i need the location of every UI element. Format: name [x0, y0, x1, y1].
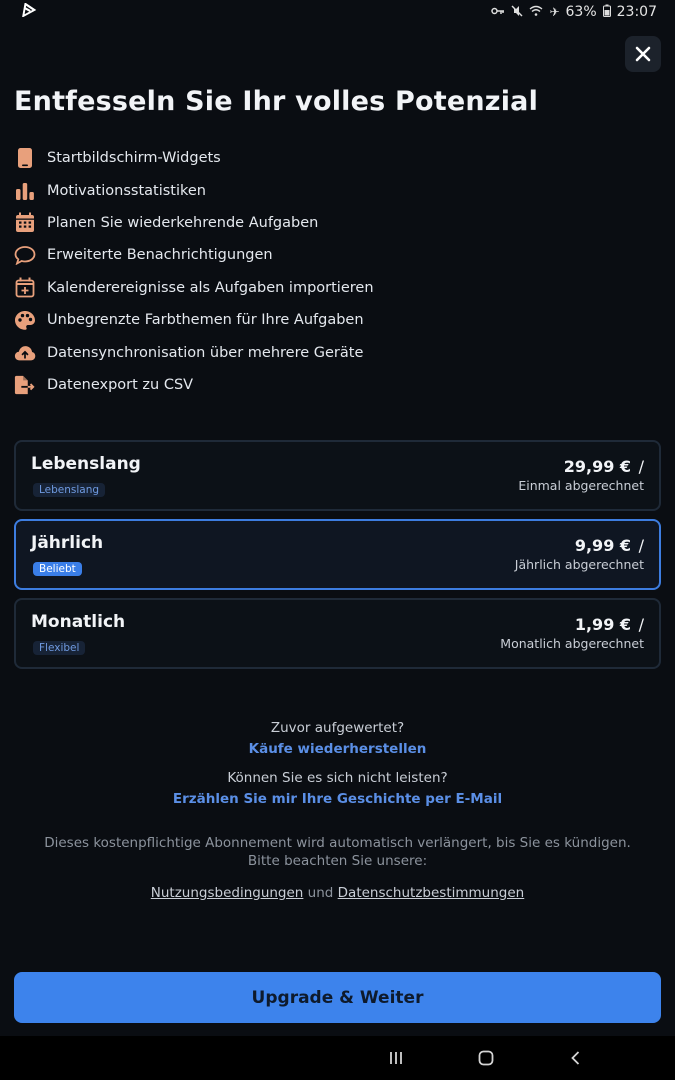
- feature-item: [14, 174, 654, 206]
- recent-apps-button[interactable]: [381, 1046, 411, 1070]
- feature-label: Unbegrenzte Farbthemen für Ihre Aufgaben: [47, 312, 364, 329]
- email-story-link[interactable]: Erzählen Sie mir Ihre Geschichte per E-Mail: [172, 791, 503, 807]
- page-title: Entfesseln Sie Ihr volles Potenzial: [14, 86, 539, 117]
- plan-billing: Einmal abgerechnet: [518, 478, 644, 493]
- feature-label: Startbildschirm-Widgets: [47, 150, 221, 167]
- restore-question: Zuvor aufgewertet?: [270, 720, 405, 736]
- and-text: und: [307, 885, 334, 901]
- feature-label: Datenexport zu CSV: [47, 376, 194, 393]
- back-icon: [568, 1050, 584, 1066]
- feature-item: [14, 304, 654, 336]
- feature-label: Datensynchronisation über mehrere Geräte: [47, 344, 364, 361]
- feature-item: [14, 142, 654, 174]
- feature-label: Motivationsstatistiken: [47, 182, 206, 199]
- recent-apps-icon: [388, 1050, 404, 1066]
- plan-option-monthly[interactable]: [14, 598, 661, 669]
- plan-billing: Monatlich abgerechnet: [500, 636, 644, 651]
- file-export-icon: [14, 373, 36, 397]
- status-bar: [0, 0, 675, 24]
- afford-row: [0, 788, 675, 807]
- terms-link[interactable]: Nutzungsbedingungen: [150, 885, 304, 901]
- feature-item: [14, 336, 654, 368]
- app-notification-icon: [20, 3, 37, 21]
- calendar-plus-icon: [14, 276, 36, 300]
- plan-badge: Flexibel: [33, 641, 85, 655]
- plan-name: Lebenslang: [31, 454, 141, 474]
- plan-billing: Jährlich abgerechnet: [514, 557, 644, 572]
- cloud-upload-icon: [14, 341, 36, 365]
- plan-name: Monatlich: [31, 612, 126, 632]
- plan-badge: Beliebt: [33, 562, 82, 576]
- upgrade-button-label: Upgrade & Weiter: [251, 987, 424, 1008]
- mute-icon: [511, 5, 523, 20]
- feature-item: [14, 369, 654, 401]
- plan-name: Jährlich: [31, 533, 104, 553]
- privacy-link[interactable]: Datenschutzbestimmungen: [337, 885, 525, 901]
- palette-icon: [14, 308, 36, 332]
- airplane-icon: ✈: [549, 5, 560, 19]
- plan-badge: Lebenslang: [33, 483, 105, 497]
- feature-item: [14, 239, 654, 271]
- plan-price: 29,99 € /: [563, 457, 644, 476]
- plan-option-yearly[interactable]: [14, 519, 661, 590]
- close-icon: [635, 46, 651, 62]
- upgrade-continue-button[interactable]: [14, 972, 661, 1023]
- battery-icon: [603, 4, 611, 20]
- plan-price: 9,99 € /: [574, 536, 644, 555]
- vpn-key-icon: [491, 5, 505, 19]
- plan-price: 1,99 € /: [574, 615, 644, 634]
- plan-option-lifetime[interactable]: [14, 440, 661, 511]
- clock-text: 23:07: [616, 4, 657, 20]
- feature-label: Kalenderereignisse als Aufgaben importieren: [47, 279, 374, 296]
- close-button[interactable]: [625, 36, 661, 72]
- subscription-legal-text: Dieses kostenpflichtige Abonnement wird automatisch verlängert, bis Sie es kündigen. Bitte beachten Sie unsere:: [44, 835, 631, 869]
- bar-chart-icon: [14, 179, 36, 203]
- feature-list: [14, 142, 654, 401]
- home-icon: [478, 1050, 494, 1066]
- afford-question: Können Sie es sich nicht leisten?: [227, 770, 448, 786]
- home-button[interactable]: [471, 1046, 501, 1070]
- feature-label: Erweiterte Benachrichtigungen: [47, 247, 273, 264]
- back-button[interactable]: [561, 1046, 591, 1070]
- wifi-icon: [529, 5, 543, 19]
- phone-icon: [14, 146, 36, 170]
- battery-text: 63%: [565, 4, 597, 20]
- system-nav-bar: [0, 1036, 675, 1080]
- feature-item: [14, 207, 654, 239]
- chat-bubble-icon: [14, 243, 36, 267]
- restore-purchases-link[interactable]: Käufe wiederherstellen: [248, 741, 427, 757]
- feature-item: [14, 272, 654, 304]
- feature-label: Planen Sie wiederkehrende Aufgaben: [47, 214, 319, 231]
- restore-row: [0, 738, 675, 757]
- calendar-grid-icon: [14, 211, 36, 235]
- legal-links: [0, 885, 675, 901]
